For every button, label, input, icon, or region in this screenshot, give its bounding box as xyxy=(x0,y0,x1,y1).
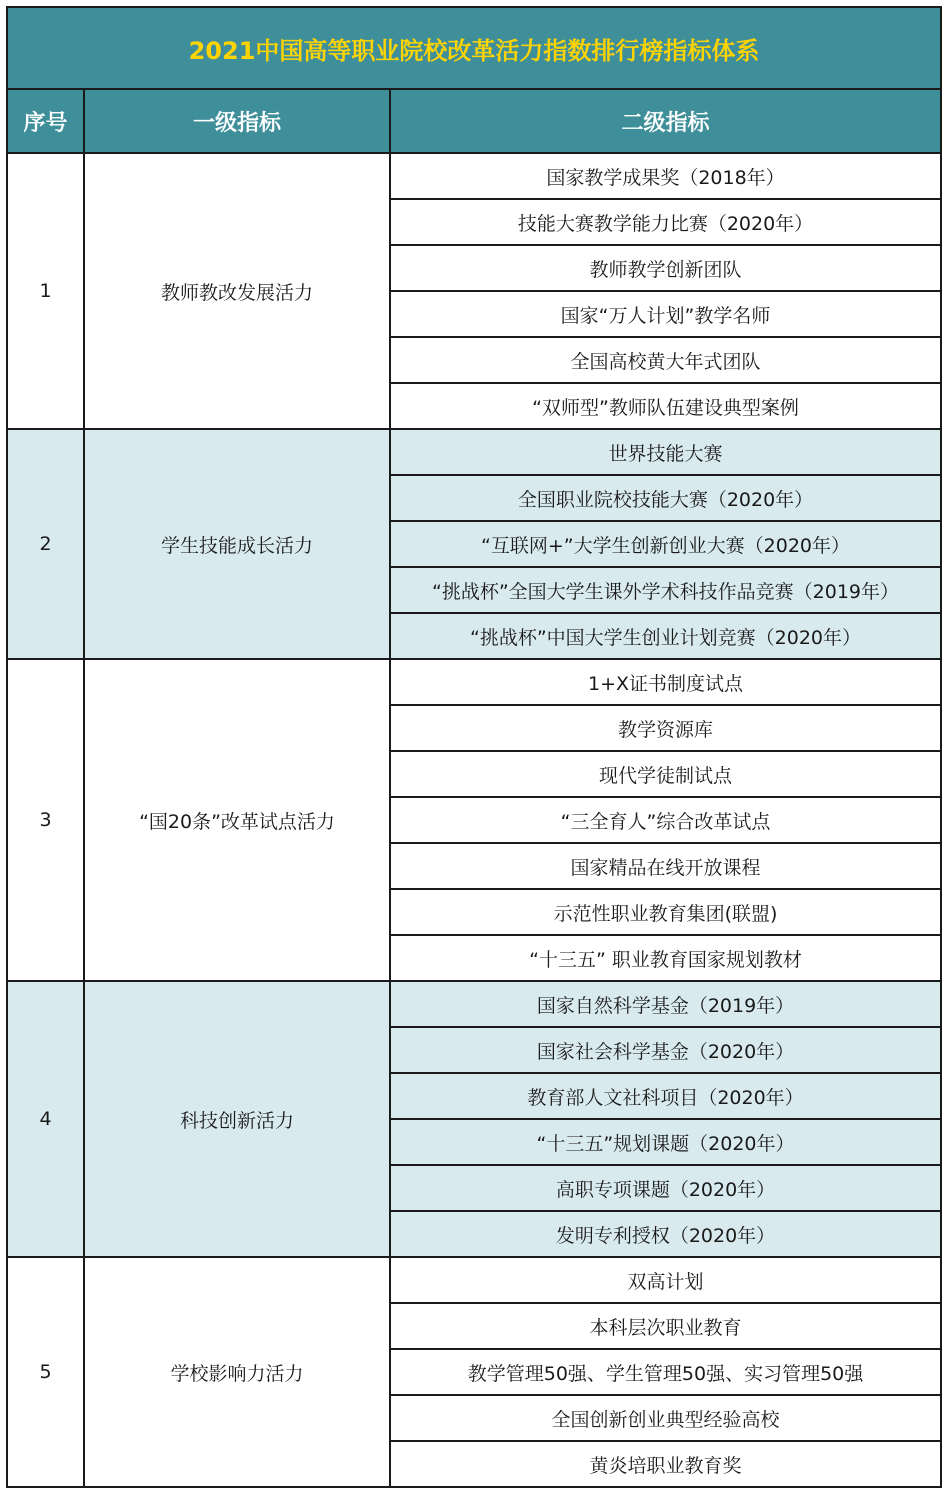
header-level1: 一级指标 xyxy=(84,89,390,153)
group-index-cell: 2 xyxy=(7,429,84,659)
header-index: 序号 xyxy=(7,89,84,153)
group-index-cell: 3 xyxy=(7,659,84,981)
level2-indicator-cell: “挑战杯”全国大学生课外学术科技作品竞赛（2019年） xyxy=(390,567,941,613)
level2-indicator-cell: 国家精品在线开放课程 xyxy=(390,843,941,889)
table-row xyxy=(7,153,941,199)
level2-indicator-cell: 教师教学创新团队 xyxy=(390,245,941,291)
level2-indicator-cell: 1+X证书制度试点 xyxy=(390,659,941,705)
group-index-cell: 5 xyxy=(7,1257,84,1487)
header-row xyxy=(7,89,941,153)
level2-indicator-cell: “十三五”规划课题（2020年） xyxy=(390,1119,941,1165)
level1-indicator-cell: 教师教改发展活力 xyxy=(84,153,390,429)
level1-indicator-cell: “国20条”改革试点活力 xyxy=(84,659,390,981)
level2-indicator-cell: 全国创新创业典型经验高校 xyxy=(390,1395,941,1441)
table-row xyxy=(7,981,941,1027)
level2-indicator-cell: “双师型”教师队伍建设典型案例 xyxy=(390,383,941,429)
level2-indicator-cell: 国家教学成果奖（2018年） xyxy=(390,153,941,199)
level2-indicator-cell: “互联网+”大学生创新创业大赛（2020年） xyxy=(390,521,941,567)
level1-indicator-cell: 科技创新活力 xyxy=(84,981,390,1257)
level2-indicator-cell: “十三五” 职业教育国家规划教材 xyxy=(390,935,941,981)
level2-indicator-cell: 世界技能大赛 xyxy=(390,429,941,475)
level2-indicator-cell: 教育部人文社科项目（2020年） xyxy=(390,1073,941,1119)
indicator-table-sheet xyxy=(6,6,940,1484)
level2-indicator-cell: 全国高校黄大年式团队 xyxy=(390,337,941,383)
group-index-cell: 1 xyxy=(7,153,84,429)
table-row xyxy=(7,1257,941,1303)
level2-indicator-cell: 技能大赛教学能力比赛（2020年） xyxy=(390,199,941,245)
table-row xyxy=(7,429,941,475)
header-level2: 二级指标 xyxy=(390,89,941,153)
level2-indicator-cell: 教学资源库 xyxy=(390,705,941,751)
level2-indicator-cell: 高职专项课题（2020年） xyxy=(390,1165,941,1211)
level2-indicator-cell: 全国职业院校技能大赛（2020年） xyxy=(390,475,941,521)
indicator-table xyxy=(6,6,942,1488)
level1-indicator-cell: 学校影响力活力 xyxy=(84,1257,390,1487)
level2-indicator-cell: “三全育人”综合改革试点 xyxy=(390,797,941,843)
level2-indicator-cell: 本科层次职业教育 xyxy=(390,1303,941,1349)
level2-indicator-cell: 国家“万人计划”教学名师 xyxy=(390,291,941,337)
level2-indicator-cell: 发明专利授权（2020年） xyxy=(390,1211,941,1257)
level1-indicator-cell: 学生技能成长活力 xyxy=(84,429,390,659)
table-title: 2021中国高等职业院校改革活力指数排行榜指标体系 xyxy=(7,7,941,89)
level2-indicator-cell: 国家社会科学基金（2020年） xyxy=(390,1027,941,1073)
table-row xyxy=(7,659,941,705)
group-index-cell: 4 xyxy=(7,981,84,1257)
level2-indicator-cell: 国家自然科学基金（2019年） xyxy=(390,981,941,1027)
level2-indicator-cell: 示范性职业教育集团(联盟) xyxy=(390,889,941,935)
level2-indicator-cell: 黄炎培职业教育奖 xyxy=(390,1441,941,1487)
level2-indicator-cell: “挑战杯”中国大学生创业计划竞赛（2020年） xyxy=(390,613,941,659)
level2-indicator-cell: 教学管理50强、学生管理50强、实习管理50强 xyxy=(390,1349,941,1395)
title-row xyxy=(7,7,941,89)
level2-indicator-cell: 现代学徒制试点 xyxy=(390,751,941,797)
level2-indicator-cell: 双高计划 xyxy=(390,1257,941,1303)
